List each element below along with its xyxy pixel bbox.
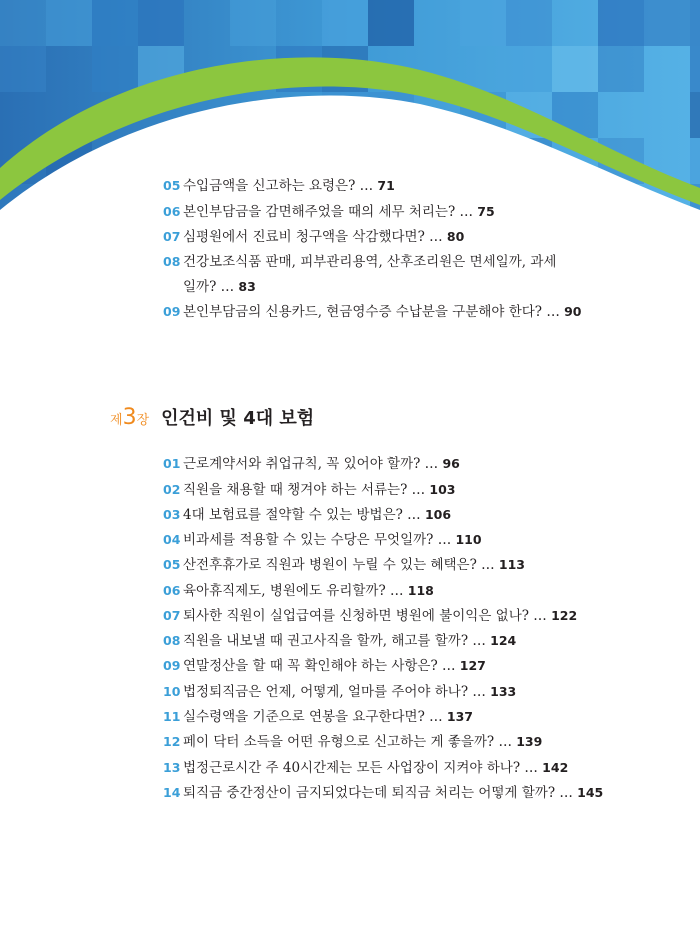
- entry-title: 법정근로시간 주 40시간제는 모든 사업장이 지켜야 하나?: [183, 760, 521, 776]
- entry-title: 수입금액을 신고하는 요령은?: [183, 178, 356, 194]
- entry-title: 퇴직금 중간정산이 금지되었다는데 퇴직금 처리는 어떻게 할까?: [183, 785, 556, 801]
- entry-number: 07: [163, 608, 181, 623]
- entry-page: 142: [542, 760, 569, 775]
- entry-page: 124: [490, 633, 517, 648]
- toc-entry[interactable]: [163, 177, 633, 195]
- toc-entry[interactable]: [163, 303, 633, 321]
- toc-entry[interactable]: [163, 632, 633, 650]
- leader-dots: …: [481, 557, 495, 573]
- entry-number: 06: [163, 583, 181, 598]
- entry-number: 05: [163, 178, 181, 193]
- entry-title: 연말정산을 할 때 꼭 확인해야 하는 사항은?: [183, 658, 438, 674]
- leader-dots: …: [533, 608, 547, 624]
- entry-title: 근로계약서와 취업규칙, 꼭 있어야 할까?: [183, 456, 421, 472]
- leader-dots: …: [524, 760, 538, 776]
- toc-entry[interactable]: [163, 506, 633, 524]
- chapter-title: 인건비 및 4대 보험: [161, 408, 315, 429]
- chapter-label-suffix: 장: [136, 413, 150, 428]
- chapter-heading[interactable]: [110, 404, 314, 430]
- entry-page: 145: [577, 785, 604, 800]
- entry-title: 본인부담금의 신용카드, 현금영수증 수납분을 구분해야 한다?: [183, 304, 543, 320]
- leader-dots: …: [546, 304, 560, 320]
- entry-number: 09: [163, 658, 181, 673]
- entry-page: 133: [490, 684, 517, 699]
- entry-title: 본인부담금을 감면해주었을 때의 세무 처리는?: [183, 204, 456, 220]
- entry-title: 직원을 내보낼 때 권고사직을 할까, 해고를 할까?: [183, 633, 469, 649]
- toc-entry[interactable]: [163, 531, 633, 549]
- entry-number: 07: [163, 229, 181, 244]
- toc-entry[interactable]: [163, 556, 633, 574]
- entry-number: 06: [163, 204, 181, 219]
- leader-dots: …: [472, 684, 486, 700]
- entry-number: 11: [163, 709, 181, 724]
- entry-number: 09: [163, 304, 181, 319]
- entry-title: 법정퇴직금은 언제, 어떻게, 얼마를 주어야 하나?: [183, 684, 469, 700]
- entry-number: 01: [163, 456, 181, 471]
- entry-title: 심평원에서 진료비 청구액을 삭감했다면?: [183, 229, 425, 245]
- leader-dots: …: [429, 709, 443, 725]
- toc-entry[interactable]: [163, 607, 633, 625]
- entry-page: 75: [477, 204, 495, 219]
- entry-title: 직원을 채용할 때 챙겨야 하는 서류는?: [183, 482, 408, 498]
- toc-entry[interactable]: [163, 455, 633, 473]
- entry-title: 4대 보험료를 절약할 수 있는 방법은?: [183, 507, 403, 523]
- entry-number: 10: [163, 684, 181, 699]
- toc-entry-continuation[interactable]: [183, 278, 256, 296]
- entry-page: 122: [551, 608, 578, 623]
- entry-title: 페이 닥터 소득을 어떤 유형으로 신고하는 게 좋을까?: [183, 734, 495, 750]
- toc-entry[interactable]: [163, 733, 633, 751]
- entry-number: 04: [163, 532, 181, 547]
- entry-title: 산전후휴가로 직원과 병원이 누릴 수 있는 혜택은?: [183, 557, 477, 573]
- toc-entry[interactable]: [163, 582, 633, 600]
- entry-page: 103: [429, 482, 456, 497]
- entry-page: 96: [442, 456, 460, 471]
- chapter-label: [110, 405, 150, 430]
- toc-entry[interactable]: [163, 683, 633, 701]
- leader-dots: …: [437, 532, 452, 548]
- entry-page: 80: [446, 229, 465, 244]
- toc-entry[interactable]: [163, 203, 633, 221]
- entry-page: 118: [407, 583, 434, 598]
- leader-dots: …: [411, 482, 426, 498]
- toc-entry[interactable]: [163, 784, 633, 802]
- leader-dots: …: [389, 583, 404, 599]
- entry-page: 106: [424, 507, 452, 522]
- entry-page: 71: [377, 178, 395, 193]
- entry-page: 137: [446, 709, 473, 724]
- leader-dots: …: [559, 785, 573, 801]
- entry-title: 퇴사한 직원이 실업급여를 신청하면 병원에 불이익은 없나?: [183, 608, 529, 624]
- entry-number: 03: [163, 507, 181, 522]
- entry-page: 83: [238, 279, 256, 294]
- entry-title: 실수령액을 기준으로 연봉을 요구한다면?: [183, 709, 425, 725]
- entry-title: 건강보조식품 판매, 피부관리용역, 산후조리원은 면세일까, 과세: [183, 254, 557, 270]
- toc-entry[interactable]: [163, 759, 633, 777]
- toc-entry[interactable]: [163, 228, 633, 246]
- leader-dots: …: [472, 633, 486, 649]
- leader-dots: …: [429, 229, 443, 245]
- entry-number: 12: [163, 734, 181, 749]
- entry-number: 13: [163, 760, 181, 775]
- leader-dots: …: [359, 178, 374, 194]
- entry-page: 110: [455, 532, 482, 547]
- entry-number: 02: [163, 482, 181, 497]
- entry-title-cont: 일까?: [183, 279, 217, 295]
- toc-entry[interactable]: [163, 253, 633, 271]
- toc-entry[interactable]: [163, 481, 633, 499]
- entry-page: 90: [564, 304, 582, 319]
- entry-title: 육아휴직제도, 병원에도 유리할까?: [183, 583, 386, 599]
- entry-number: 08: [163, 254, 181, 269]
- entry-number: 05: [163, 557, 181, 572]
- entry-page: 127: [459, 658, 486, 673]
- entry-number: 14: [163, 785, 181, 800]
- entry-title: 비과세를 적용할 수 있는 수당은 무엇일까?: [183, 532, 434, 548]
- entry-page: 139: [516, 734, 543, 749]
- leader-dots: …: [459, 204, 473, 220]
- leader-dots: …: [407, 507, 421, 523]
- chapter-number: 3: [122, 405, 137, 430]
- toc-entry[interactable]: [163, 708, 633, 726]
- entry-page: 113: [498, 557, 525, 572]
- leader-dots: …: [424, 456, 439, 472]
- leader-dots: …: [220, 279, 235, 295]
- leader-dots: …: [498, 734, 512, 750]
- chapter-label-prefix: 제: [110, 413, 123, 428]
- leader-dots: …: [441, 658, 456, 674]
- entry-number: 08: [163, 633, 181, 648]
- toc-entry[interactable]: [163, 657, 633, 675]
